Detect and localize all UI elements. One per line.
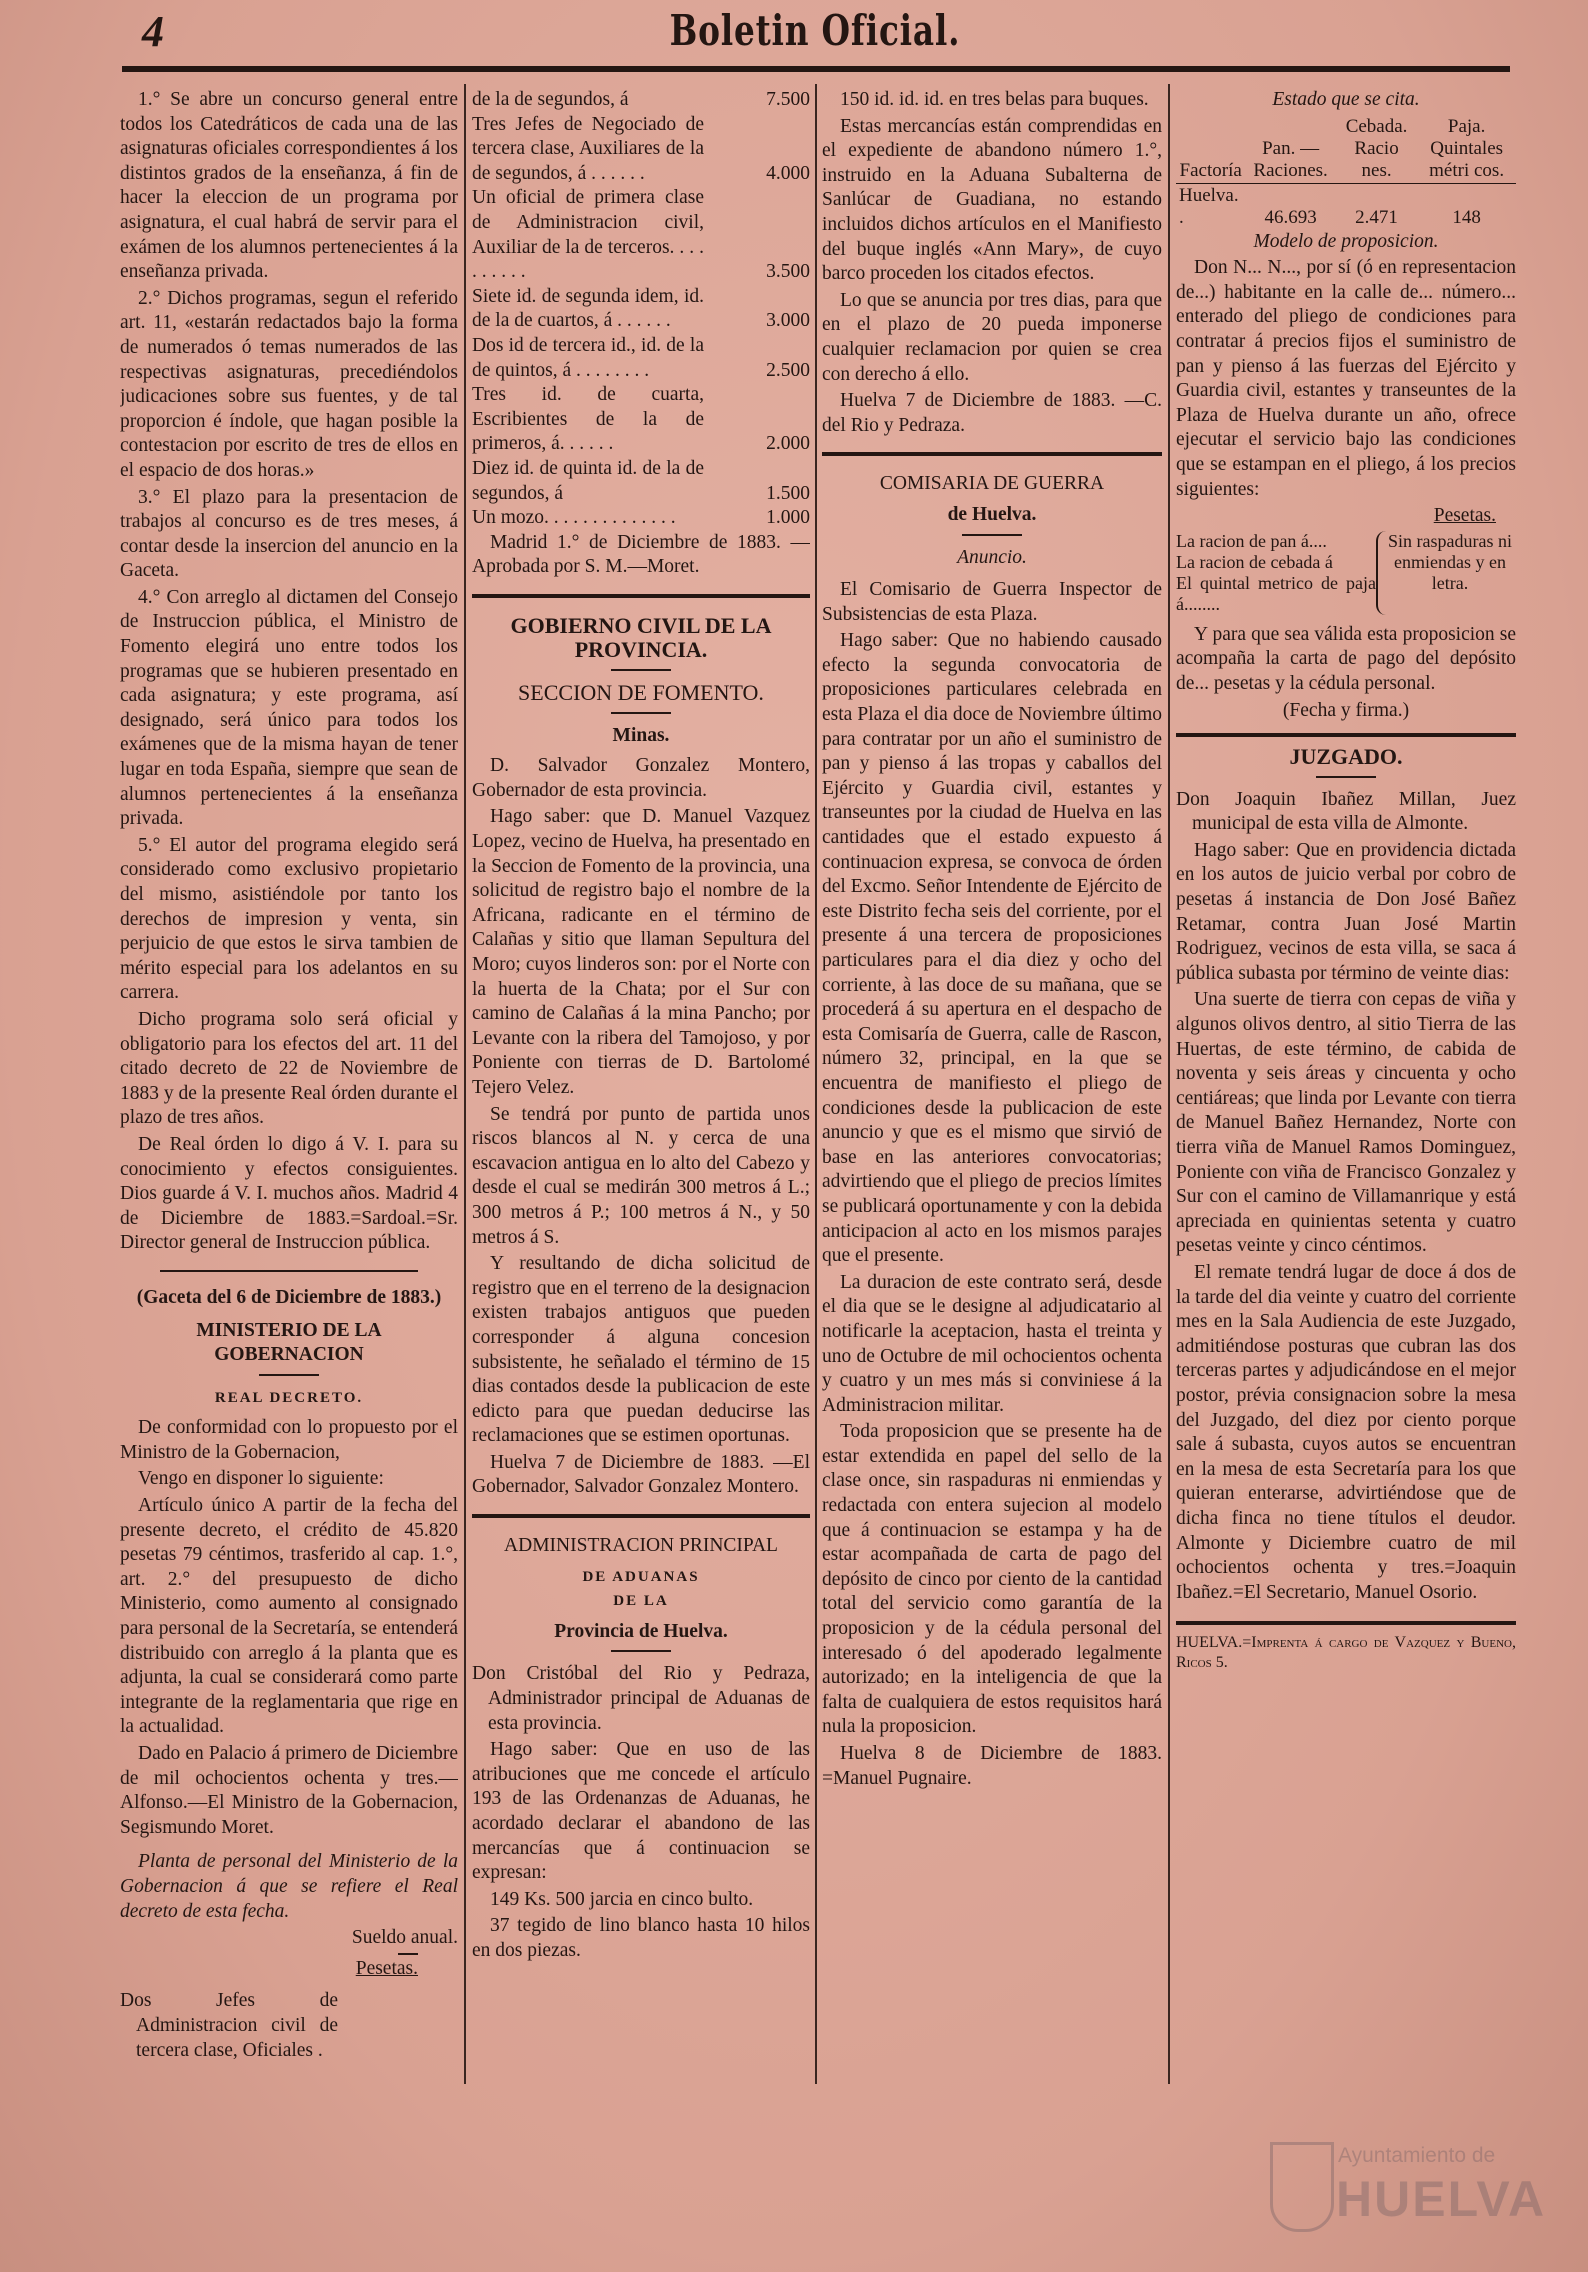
salary-table — [472, 88, 810, 531]
table-row: Dos id de tercera id., id. de la de quintos, á . . . . . . . . 2.500 — [472, 334, 810, 381]
coat-of-arms-icon — [1270, 2142, 1334, 2232]
section-heading-comisaria: COMISARIA DE GUERRA — [879, 473, 1105, 495]
paragraph: La duracion de este contrato será, desde el dia que se le designe al adjudicatario al notificarle la aceptacion, hasta el treinta y uno de Octubre de mil ochocientos ochenta y cuatro y un mes más si conviniese á la Administracion militar. — [822, 1271, 1162, 1416]
divider — [611, 712, 671, 714]
subheading: DE LA — [613, 1593, 669, 1610]
paragraph: Toda proposicion que se presente ha de estar extendida en papel del sello de la clase once, sin raspaduras ni enmiendas y redactada con entera sujecion al modelo que á continuacion se estampa y ha de estar acompañada de carta de pago del depósito de cinco por ciento de la cantidad total del servicio como garantía de la proposicion y de la cédula personal del interesado ó del apoderado legalmente autorizado; en la inteligencia de que la falta de cualquiera de estos requisitos hará nula la proposicion. — [822, 1421, 1162, 1738]
column-divider — [815, 84, 817, 2084]
divider — [259, 1374, 319, 1376]
paragraph: 1.° Se abre un concurso general entre todos los Catedráticos de cada una de las asignaturas oficiales correspondientes á los distintos grados de la enseñanza, á fin de hacer la eleccion de un programa por asignatura, el cual habrá de servir para el exámen de los alumnos pertenecientes á la enseñanza privada. — [120, 89, 458, 283]
paragraph: Hago saber: Que en uso de las atribuciones que me concede el artículo 193 de las Ordenanzas de Aduanas, he acordado declarar el abandono de las mercancías que á continuacion se expresan: — [472, 1739, 810, 1884]
watermark-stamp — [1270, 2140, 1547, 2250]
table-row: Dos Jefes de Administracion civil de tercera clase, Oficiales . — [120, 1990, 338, 2061]
page-header — [120, 6, 1510, 56]
paragraph: 149 Ks. 500 jarcia en cinco bulto. — [490, 1888, 754, 1910]
column-2 — [472, 88, 810, 2208]
divider — [472, 594, 810, 598]
table-row: Un oficial de primera clase de Administracion civil, Auxiliar de la de terceros. . . . . . . . . . 3.500 — [472, 187, 810, 283]
paragraph: Huelva 7 de Diciembre de 1883. —C. del Rio y Pedraza. — [822, 390, 1162, 436]
paragraph: Lo que se anuncia por tres dias, para que en el plazo de 20 pueda imponerse cualquier reclamacion por quien se crea con derecho á ello. — [822, 289, 1162, 385]
gaceta-note: (Gaceta del 6 de Diciembre de 1883.) — [136, 1286, 442, 1308]
paragraph: Dado en Palacio á primero de Diciembre de mil ochocientos ochenta y tres.—Alfonso.—El Ministro de la Gobernacion, Segismundo Moret. — [120, 1743, 458, 1838]
paragraph: De conformidad con lo propuesto por el Ministro de la Gobernacion, — [120, 1417, 458, 1463]
paragraph: Huelva 8 de Diciembre de 1883. =Manuel Pugnaire. — [822, 1743, 1162, 1789]
paragraph: Huelva 7 de Diciembre de 1883. —El Gobernador, Salvador Gonzalez Montero. — [472, 1451, 810, 1498]
table-row: Tres id. de cuarta, Escribientes de la de primeros, á. . . . . . 2.000 — [472, 384, 810, 455]
paragraph: D. Salvador Gonzalez Montero, Gobernador de esta provincia. — [472, 755, 810, 801]
subheading-minas: Minas. — [612, 724, 670, 746]
divider — [611, 669, 671, 671]
table-cell: 2.471 — [1355, 206, 1398, 228]
paragraph: Madrid 1.° de Diciembre de 1883. —Aprobada por S. M.—Moret. — [472, 531, 810, 578]
section-heading-gobierno: GOBIERNO CIVIL DE LA PROVINCIA. — [510, 612, 772, 663]
paragraph: Hago saber: Que en providencia dictada en los autos de juicio verbal por cobro de pesetas á instancia de Don José Bañez Retamar, contra Juan José Martin Rodriguez, vecinos de esta villa, se saca á pública subasta por término de veinte dias: — [1176, 839, 1516, 984]
table-row: de la de segundos, á 7.500 — [472, 89, 810, 110]
sueldo-label: Sueldo anual. — [351, 1927, 458, 1949]
divider — [160, 1270, 418, 1272]
paragraph: Don Cristóbal del Rio y Pedraza, Administrador principal de Aduanas de esta provincia. — [472, 1663, 810, 1734]
price-list — [1176, 531, 1516, 615]
divider — [1176, 733, 1516, 737]
divider — [398, 1953, 418, 1955]
paragraph: Y resultando de dicha solicitud de registro que en el terreno de la designacion existen trabajos antiguos que pueden corresponder á alguna concesion subsistente, he señalado el término de 15 dias contados desde la publicacion de este edicto para que puedan deducirse las reclamaciones que se estimen oportunas. — [472, 1253, 810, 1447]
divider — [472, 1514, 810, 1518]
divider — [611, 1650, 671, 1652]
table-header-cell: Cebada. Racio nes. — [1345, 115, 1408, 181]
column-3 — [822, 88, 1162, 2208]
price-line: La racion de cebada á — [1176, 551, 1333, 572]
table-cell: Huelva. . — [1179, 184, 1239, 228]
subheading-anuncio: Anuncio. — [957, 546, 1027, 568]
divider — [1316, 776, 1376, 778]
section-heading-admin: ADMINISTRACION PRINCIPAL — [504, 1535, 778, 1557]
column-1 — [120, 88, 458, 2208]
estado-table — [1176, 115, 1516, 230]
section-heading-juzgado: JUZGADO. — [1289, 744, 1403, 770]
table-row — [1176, 183, 1516, 230]
paragraph: Don N... N..., por sí (ó en representacion de...) habitante en la calle de... número... enterado del pliego de condiciones para contratar á precios fijos el suministro de pan y pienso á las fuerzas del Ejército y Guardia civil, estantes y transeuntes de la Plaza de Huelva durante un año, ofrece ejecutar el servicio bajo las condiciones que se estampan en el pliego, á los precios siguientes: — [1176, 257, 1516, 500]
paragraph: Hago saber: Que no habiendo causado efecto la segunda convocatoria de proposiciones particulares celebrada en esta Plaza el dia doce de Noviembre último para contratar por un año el suministro de pan y pienso á las tropas y caballos del Ejército y Guardia civil, estantes y transeuntes por la ciudad de Huelva en las cantidades que el estado expuesto á continuacion expresa, se convoca de órden del Excmo. Señor Intendente de Ejército de este Distrito fecha seis del corriente, por el presente á una tercera de proposiciones particulares para el dia diez y ocho del corriente, à las doce de su mañana, que se procederá á su apertura en el despacho de esta Comisaría de Guerra, calle de Rascon, número 32, principal, en la que se encuentra de manifiesto el pliego de condiciones desde la publicacion de este anuncio y que es el mismo que sirvió de base en las anteriores convocatorias; advirtiendo que el pliego de precios límites se publicará oportunamente y con la debida anticipacion al acto en los mismos parajes que el presente. — [822, 630, 1162, 1267]
paragraph: 4.° Con arreglo al dictamen del Consejo de Instruccion pública, el Ministro de Fomento elegirá uno entre todos los programas que se hubieren presentado en cada asignatura; y este programa, así designado, será único para todos los exámenes que de la misma hayan de tener lugar en toda España, siempre que sean de alumnos pertenecientes á la enseñanza privada. — [120, 586, 458, 830]
subheading-huelva: de Huelva. — [947, 503, 1037, 525]
paragraph: El remate tendrá lugar de doce á dos de la tarde del dia veinte y cuatro del corriente mes en la Sala Audiencia de este Juzgado, admitiéndose posturas que cubran las dos terceras partes y adjudicándose en el mejor postor, prévia consignacion sobre la mesa del Juzgado, del diez por ciento porque sale á subasta, cuyos autos se encuentran en la mesa de esta Secretaría para los que quieran enterarse, advirtiéndose que de dicha finca no tiene títulos el deudor. Almonte y Diciembre cuatro de mil ochocientos ochenta y tres.=Joaquin Ibañez.=El Secretario, Manuel Osorio. — [1176, 1261, 1516, 1603]
price-line: La racion de pan á.... — [1176, 530, 1327, 551]
divider — [962, 534, 1022, 536]
paragraph: 150 id. id. id. en tres belas para buques. — [840, 89, 1149, 110]
pesetas-label: Pesetas. — [1433, 505, 1496, 527]
paragraph: Don Joaquin Ibañez Millan, Juez municipal de esta villa de Almonte. — [1176, 788, 1516, 835]
paragraph: 3.° El plazo para la presentacion de trabajos al concurso es de tres meses, á contar desde la insercion del anuncio en la Gaceta. — [120, 486, 458, 582]
section-heading-ministerio: MINISTERIO DE LA GOBERNACION — [196, 1319, 382, 1366]
divider — [822, 452, 1162, 456]
table-row: Diez id. de quinta id. de la de segundos, á 1.500 — [472, 457, 810, 504]
table-cell: 148 — [1452, 206, 1481, 228]
table-header-cell: Pan. — Raciones. — [1253, 137, 1328, 181]
column-divider — [464, 84, 466, 2084]
fecha-firma: (Fecha y firma.) — [1282, 699, 1410, 721]
price-note: Sin raspaduras ni enmiendas y en letra. — [1376, 531, 1516, 615]
paragraph: Artículo único A partir de la fecha del presente decreto, el crédito de 45.820 pesetas 79 céntimos, trasferido al cap. 1.°, art. 2.° del presupuesto de dicho Ministerio, como aumento al consignado para personal de la Secretaría, se entenderá distribuido con arreglo á la planta que es adjunta, la cual se considerará como parte integrante de la reglamentaria que rige en la actualidad. — [120, 1495, 458, 1738]
paragraph: 37 tegido de lino blanco hasta 10 hilos en dos piezas. — [472, 1915, 810, 1961]
table-row: Tres Jefes de Negociado de tercera clase, Auxiliares de la de segundos, á . . . . . . 4.000 — [472, 113, 810, 184]
paragraph: Una suerte de tierra con cepas de viña y algunos olivos dentro, al sitio Tierra de las Huertas, de este término, de cabida de noventa y seis áreas y cincuenta y ocho centiáreas; que linda por Levante con tierra de Manuel Bañez Hernandez, Norte con tierra viña de Manuel Ramos Dominguez, Poniente con viña de Francisco Gonzalez y Sur con el camino de Villamanrique y está apreciada en quinientas setenta y cuatro pesetas veinte y cinco céntimos. — [1176, 989, 1516, 1257]
column-divider — [1168, 84, 1170, 2084]
table-cell: 46.693 — [1264, 206, 1317, 228]
paragraph: Hago saber: que D. Manuel Vazquez Lopez, vecino de Huelva, ha presentado en la Seccion de Fomento de la provincia, una solicitud de registro bajo el nombre de la Africana, radicante en el término de Calañas y sitio que llaman Sepultura del Moro; cuyos linderos son: por el Norte con la huerta de la Chata; por el Sur con camino de Calañas á la mina Pancho; por Levante con la ribera del Tamojoso, y por Poniente con tierras de D. Bartolomé Tejero Velez. — [472, 806, 810, 1098]
paragraph: 2.° Dichos programas, segun el referido art. 11, «estarán redactados bajo la forma de numerados ó temas numerados de las respectivas asignaturas, precediéndolos judicaciones sobre sus fuentes, y de tal proporcion é índole, que hagan posible la contestacion por escrito de tres de ellos en el espacio de dos horas.» — [120, 287, 458, 481]
planta-title: Planta de personal del Ministerio de la Gobernacion á que se refiere el Real decreto de esta fecha. — [120, 1851, 458, 1922]
pesetas-label: Pesetas. — [355, 1957, 418, 1979]
estado-title: Estado que se cita. — [1272, 89, 1420, 110]
divider — [1176, 1621, 1516, 1625]
table-row: Siete id. de segunda idem, id. de la de cuartos, á . . . . . . 3.000 — [472, 285, 810, 332]
subheading-real-decreto: REAL DECRETO. — [214, 1389, 364, 1406]
masthead: Boletin Oficial. — [669, 6, 961, 55]
watermark-line-2: HUELVA — [1336, 2171, 1547, 2227]
paragraph: Dicho programa solo será oficial y obligatorio para los efectos del art. 11 del citado decreto de 22 de Noviembre de 1883 y de la presente Real órden durante el plazo de tres años. — [120, 1008, 458, 1129]
paragraph: Se tendrá por punto de partida unos riscos blancos al N. y cerca de una escavacion antigua en lo alto del Cabezo y desde el cual se medirán 300 metros á L.; 300 metros á P.; 100 metros á N., y 50 metros á S. — [472, 1103, 810, 1248]
paragraph: Estas mercancías están comprendidas en el expediente de abandono número 1.°, instruido en la Aduana Subalterna de Sanlúcar de Guadiana, no estando incluidos dichos artículos en el Manifiesto del buque inglés «Ann Mary», de cuyo barco proceden los citados efectos. — [822, 115, 1162, 285]
paragraph: Vengo en disponer lo siguiente: — [138, 1468, 384, 1490]
header-rule — [122, 66, 1510, 72]
table-header-row — [1176, 115, 1516, 184]
column-4 — [1176, 88, 1516, 2208]
subheading-provincia: Provincia de Huelva. — [554, 1620, 728, 1642]
watermark-line-1: Ayuntamiento de — [1338, 2144, 1496, 2167]
section-heading-fomento: SECCION DE FOMENTO. — [518, 680, 764, 706]
paragraph: 5.° El autor del programa elegido será considerado como exclusivo propietario del mismo, asistiéndole por tanto los derechos de impresion y venta, sin perjuicio de que estos le sirva tambien de mérito especial para los adelantos en su carrera. — [120, 834, 458, 1004]
paragraph: De Real órden lo digo á V. I. para su conocimiento y efectos consiguientes. Dios guarde á V. I. muchos años. Madrid 4 de Diciembre de 1883.=Sardoal.=Sr. Director general de Instruccion pública. — [120, 1133, 458, 1254]
paragraph: Y para que sea válida esta proposicion se acompaña la carta de pago del depósito de... pesetas y la cédula personal. — [1176, 623, 1516, 694]
table-header-cell: Paja. Quintales métri cos. — [1429, 115, 1505, 181]
paragraph: El Comisario de Guerra Inspector de Subsistencias de esta Plaza. — [822, 579, 1162, 625]
modelo-title: Modelo de proposicion. — [1253, 230, 1439, 252]
table-header-cell: Factoría — [1179, 159, 1242, 181]
table-row: Un mozo. . . . . . . . . . . . . . 1.000 — [472, 507, 810, 529]
page-number: 4 — [142, 7, 164, 56]
imprenta: HUELVA.=Imprenta á cargo de Vazquez y Bueno, Ricos 5. — [1176, 1634, 1516, 1672]
subheading: DE ADUANAS — [582, 1568, 700, 1585]
price-line: El quintal metrico de paja á........ — [1176, 572, 1376, 614]
